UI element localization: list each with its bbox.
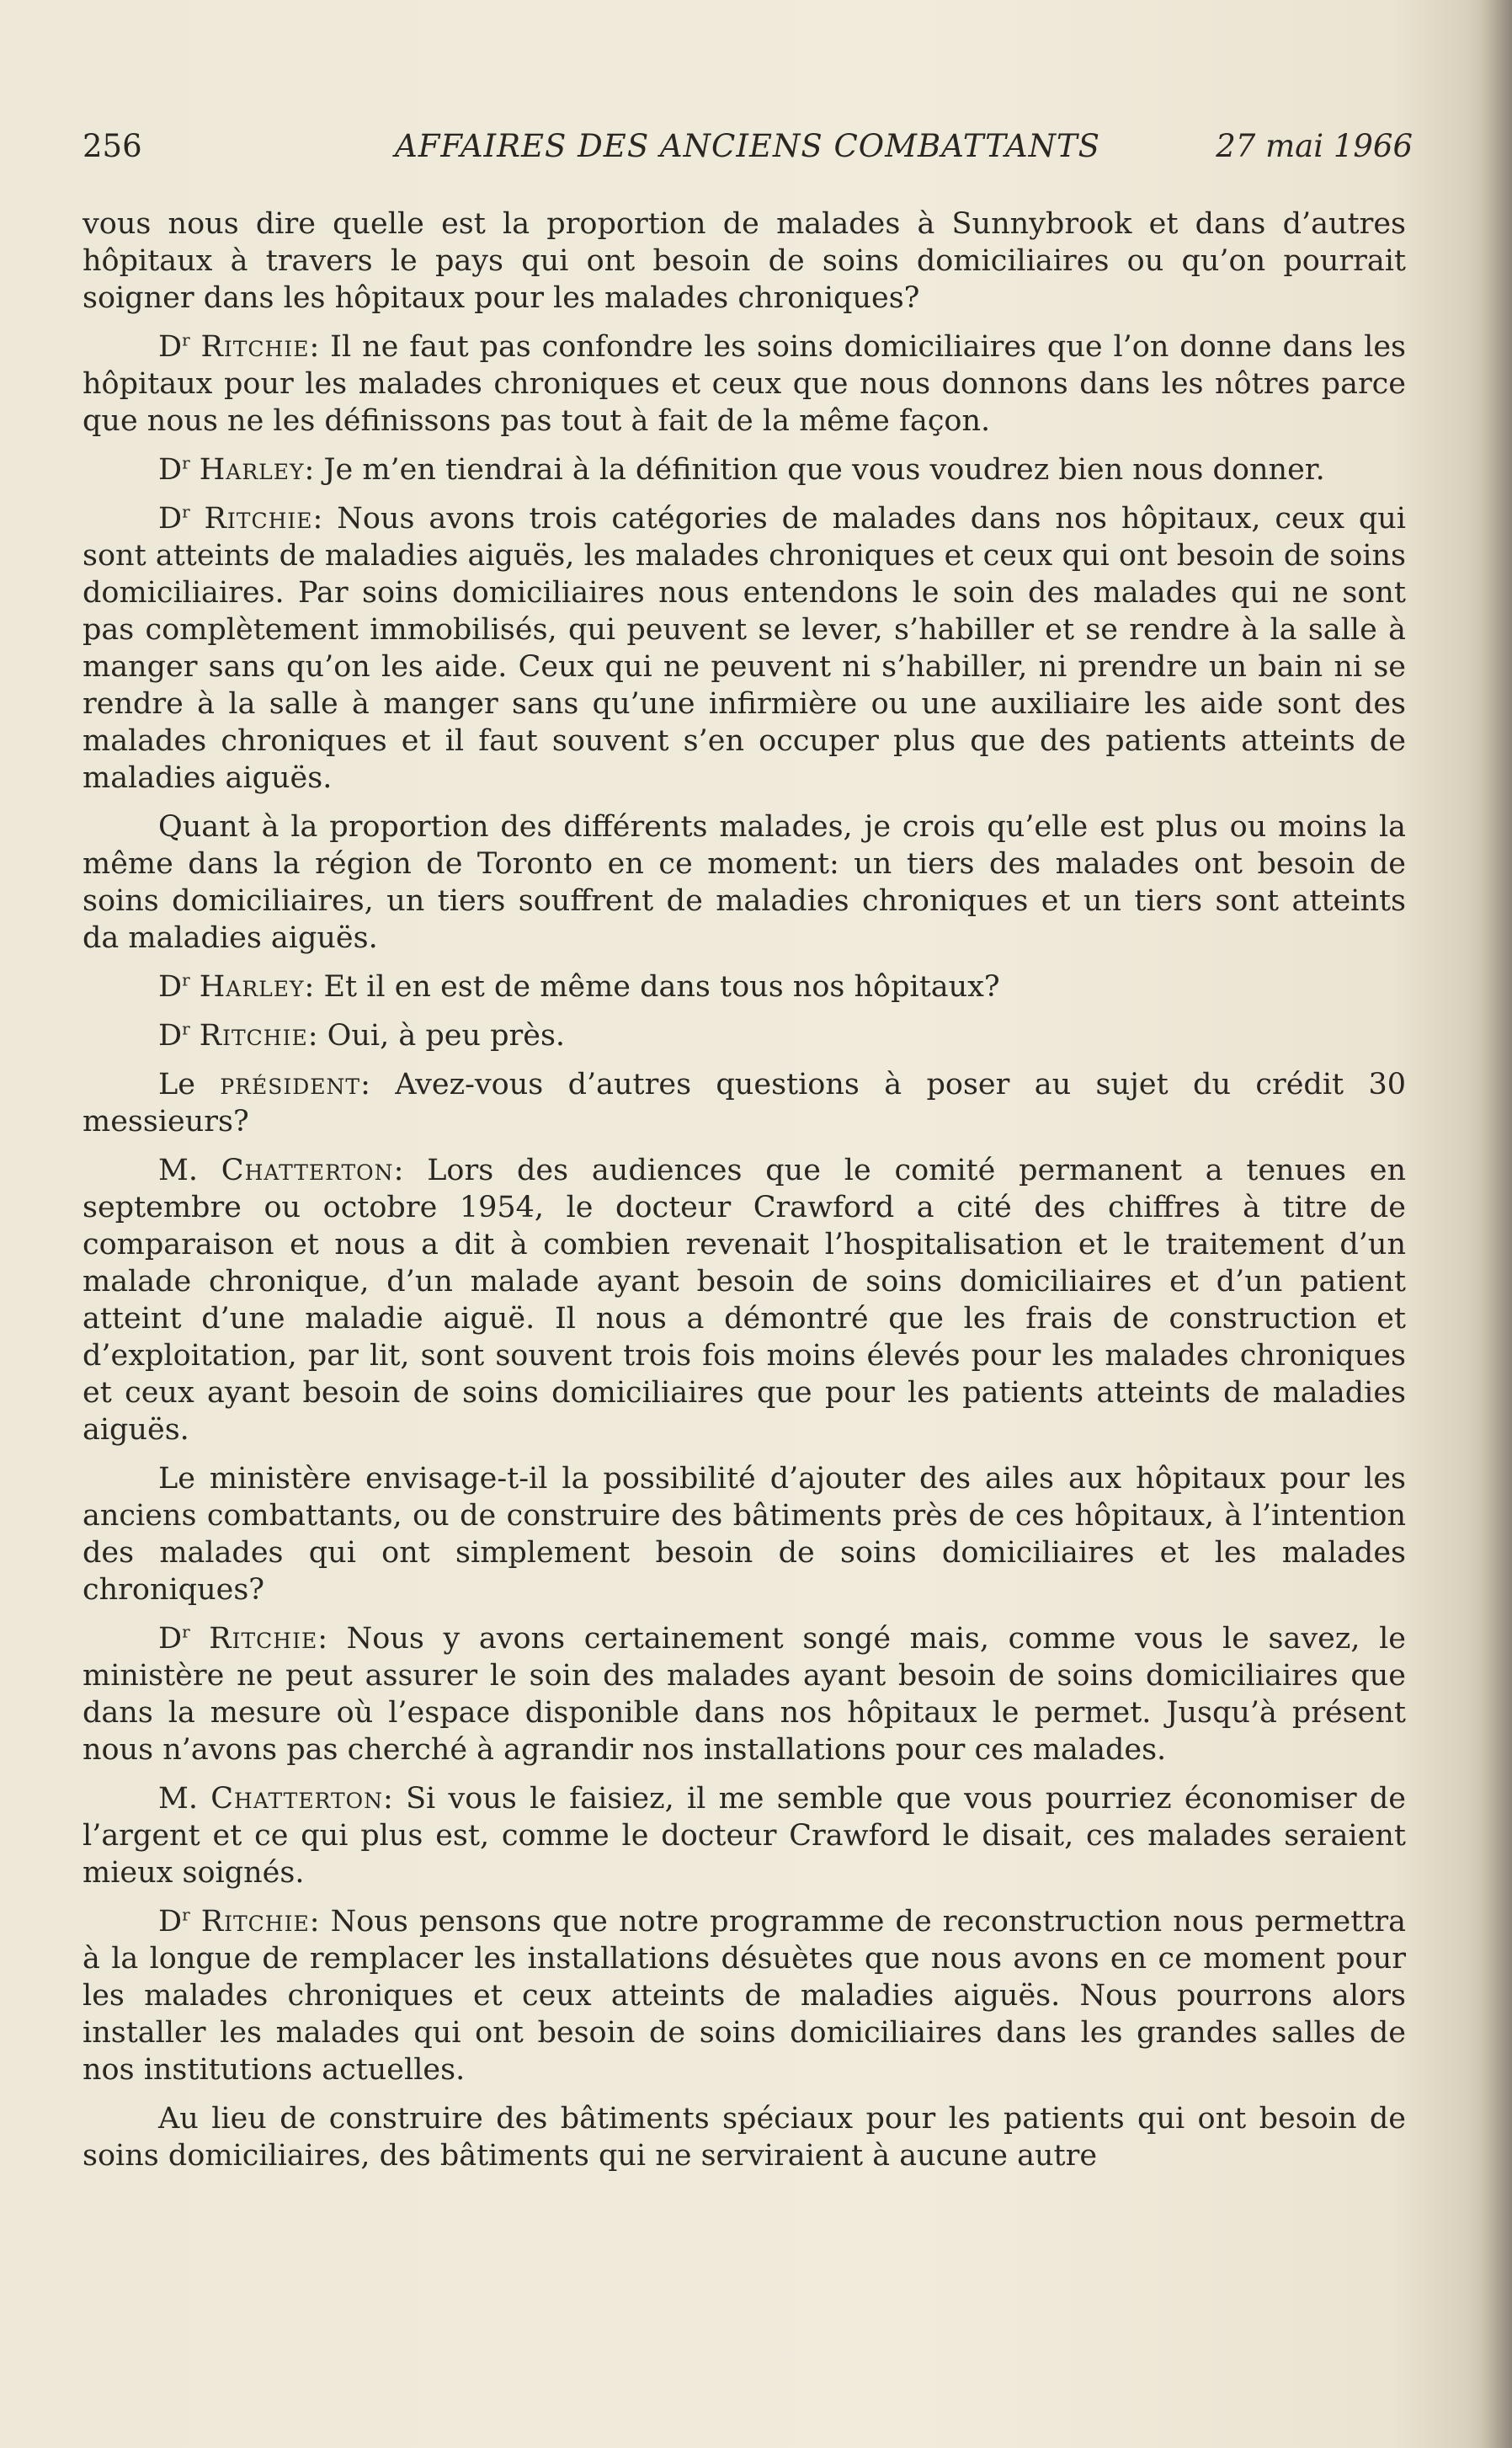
paragraph: $D^r$ Harley: Je m’en tiendrai à la définition que vous voudrez bien nous donner. [158,452,1325,487]
page-header [83,128,1413,175]
speaker-title: D [158,1019,183,1053]
speaker-name: Ritchie [199,1019,308,1053]
paragraph: $D^r$ Ritchie: Nous avons trois catégories de malades dans nos hôpitaux, ceux qui sont atteints de maladies aiguës, les malades chroniques et ceux qui ont besoin de soins domiciliaires. Par soins domiciliaires nous entendons le soin des malades qui ne sont pas complètement immobilisés, qui peuvent se lever, s’habiller et se rendre à la salle à manger sans qu’on les aide. Ceux qui ne peuvent ni s’habiller, ni prendre un bain ni se rendre à la salle à manger sans qu’une infirmière ou une auxiliaire les aide sont des malades chroniques et il faut souvent s’en occuper plus que des patients atteints de maladies aiguës. [83,501,1406,795]
paragraph: Le ministère envisage-t-il la possibilité d’ajouter des ailes aux hôpitaux pour les anciens combattants, ou de construire des bâtiments près de ces hôpitaux, à l’intention des malades qui ont simplement besoin de soins domiciliaires et les malades chroniques? [83,1462,1406,1607]
speaker-title: D [158,453,183,487]
paragraph: $D^r$ Harley: Et il en est de même dans tous nos hôpitaux? [158,969,1000,1004]
speaker-name: Harley [199,970,305,1004]
speaker-title: Le [158,1068,195,1101]
speaker-name: Ritchie [200,330,310,364]
paragraph: Le président: Avez-vous d’autres questions à poser au sujet du crédit 30 messieurs? [83,1068,1406,1139]
speaker-title: M. [158,1154,198,1187]
speaker-title: D [158,502,183,536]
page-number: 256 [83,128,142,164]
speaker-title: D [158,330,183,364]
paragraph: M. Chatterton: Lors des audiences que le comité permanent a tenues en septembre ou octobre 1954, le docteur Crawford a cité des chiffres à titre de comparaison et nous a dit à combien revenait l’hospitalisation et le traitement d’un malade chronique, d’un malade ayant besoin de soins domiciliaires et d’un patient atteint d’une maladie aiguë. Il nous a démontré que les frais de construction et d’exploitation, par lit, sont souvent trois fois moins élevés pour les malades chroniques et ceux ayant besoin de soins domiciliaires que pour les patients atteints de maladies aiguës. [83,1154,1406,1447]
paragraph: M. Chatterton: Si vous le faisiez, il me semble que vous pourriez économiser de l’argent et ce qui plus est, comme le docteur Crawford le disait, ces malades seraient mieux soignés. [83,1782,1406,1890]
paragraph: $D^r$ Ritchie: Nous y avons certainement songé mais, comme vous le savez, le ministère ne peut assurer le soin des malades ayant besoin de soins domiciliaires que dans la mesure où l’espace disponible dans nos hôpitaux le permet. Jusqu’à présent nous n’avons pas cherché à agrandir nos installations pour ces malades. [83,1621,1406,1767]
book-spine-shadow [1482,0,1512,2448]
speaker-title: M. [158,1782,198,1816]
speaker-name: Ritchie [209,1622,318,1656]
speaker-name: Ritchie [204,502,313,536]
paragraph: Quant à la proportion des différents malades, je crois qu’elle est plus ou moins la même dans la région de Toronto en ce moment: un tiers des malades ont besoin de soins domiciliaires, un tiers souffrent de maladies chroniques et un tiers sont atteints da maladies aiguës. [83,810,1406,955]
speaker-name: président [220,1068,361,1101]
speaker-title: D [158,1622,183,1656]
speaker-name: Chatterton [221,1154,394,1187]
speaker-name: Chatterton [210,1782,383,1816]
paragraph: $D^r$ Ritchie: Nous pensons que notre programme de reconstruction nous permettra à la longue de remplacer les installations désuètes que nous avons en ce moment pour les malades chroniques et ceux atteints de maladies aiguës. Nous pourrons alors installer les malades qui ont besoin de soins domiciliaires dans les grandes salles de nos institutions actuelles. [83,1904,1406,2087]
speaker-title: D [158,1905,183,1939]
paragraph: vous nous dire quelle est la proportion de malades à Sunnybrook et dans d’autres hôpitaux à travers le pays qui ont besoin de soins domiciliaires ou qu’on pourrait soigner dans les hôpitaux pour les malades chroniques? [83,207,1406,315]
paragraph: $D^r$ Ritchie: Il ne faut pas confondre les soins domiciliaires que l’on donne dans les hôpitaux pour les malades chroniques et ceux que nous donnons dans les nôtres parce que nous ne les définissons pas tout à fait de la même façon. [83,329,1406,438]
paragraph: Au lieu de construire des bâtiments spéciaux pour les patients qui ont besoin de soins domiciliaires, des bâtiments qui ne serviraient à aucune autre [83,2102,1406,2173]
speaker-name: Harley [199,453,305,487]
speaker-name: Ritchie [200,1905,310,1939]
speaker-title: D [158,970,183,1004]
running-title: AFFAIRES DES ANCIENS COMBATTANTS [394,128,1100,164]
body-text [83,205,1406,2186]
paragraph: $D^r$ Ritchie: Oui, à peu près. [158,1018,566,1053]
header-date: 27 mai 1966 [1216,128,1413,164]
